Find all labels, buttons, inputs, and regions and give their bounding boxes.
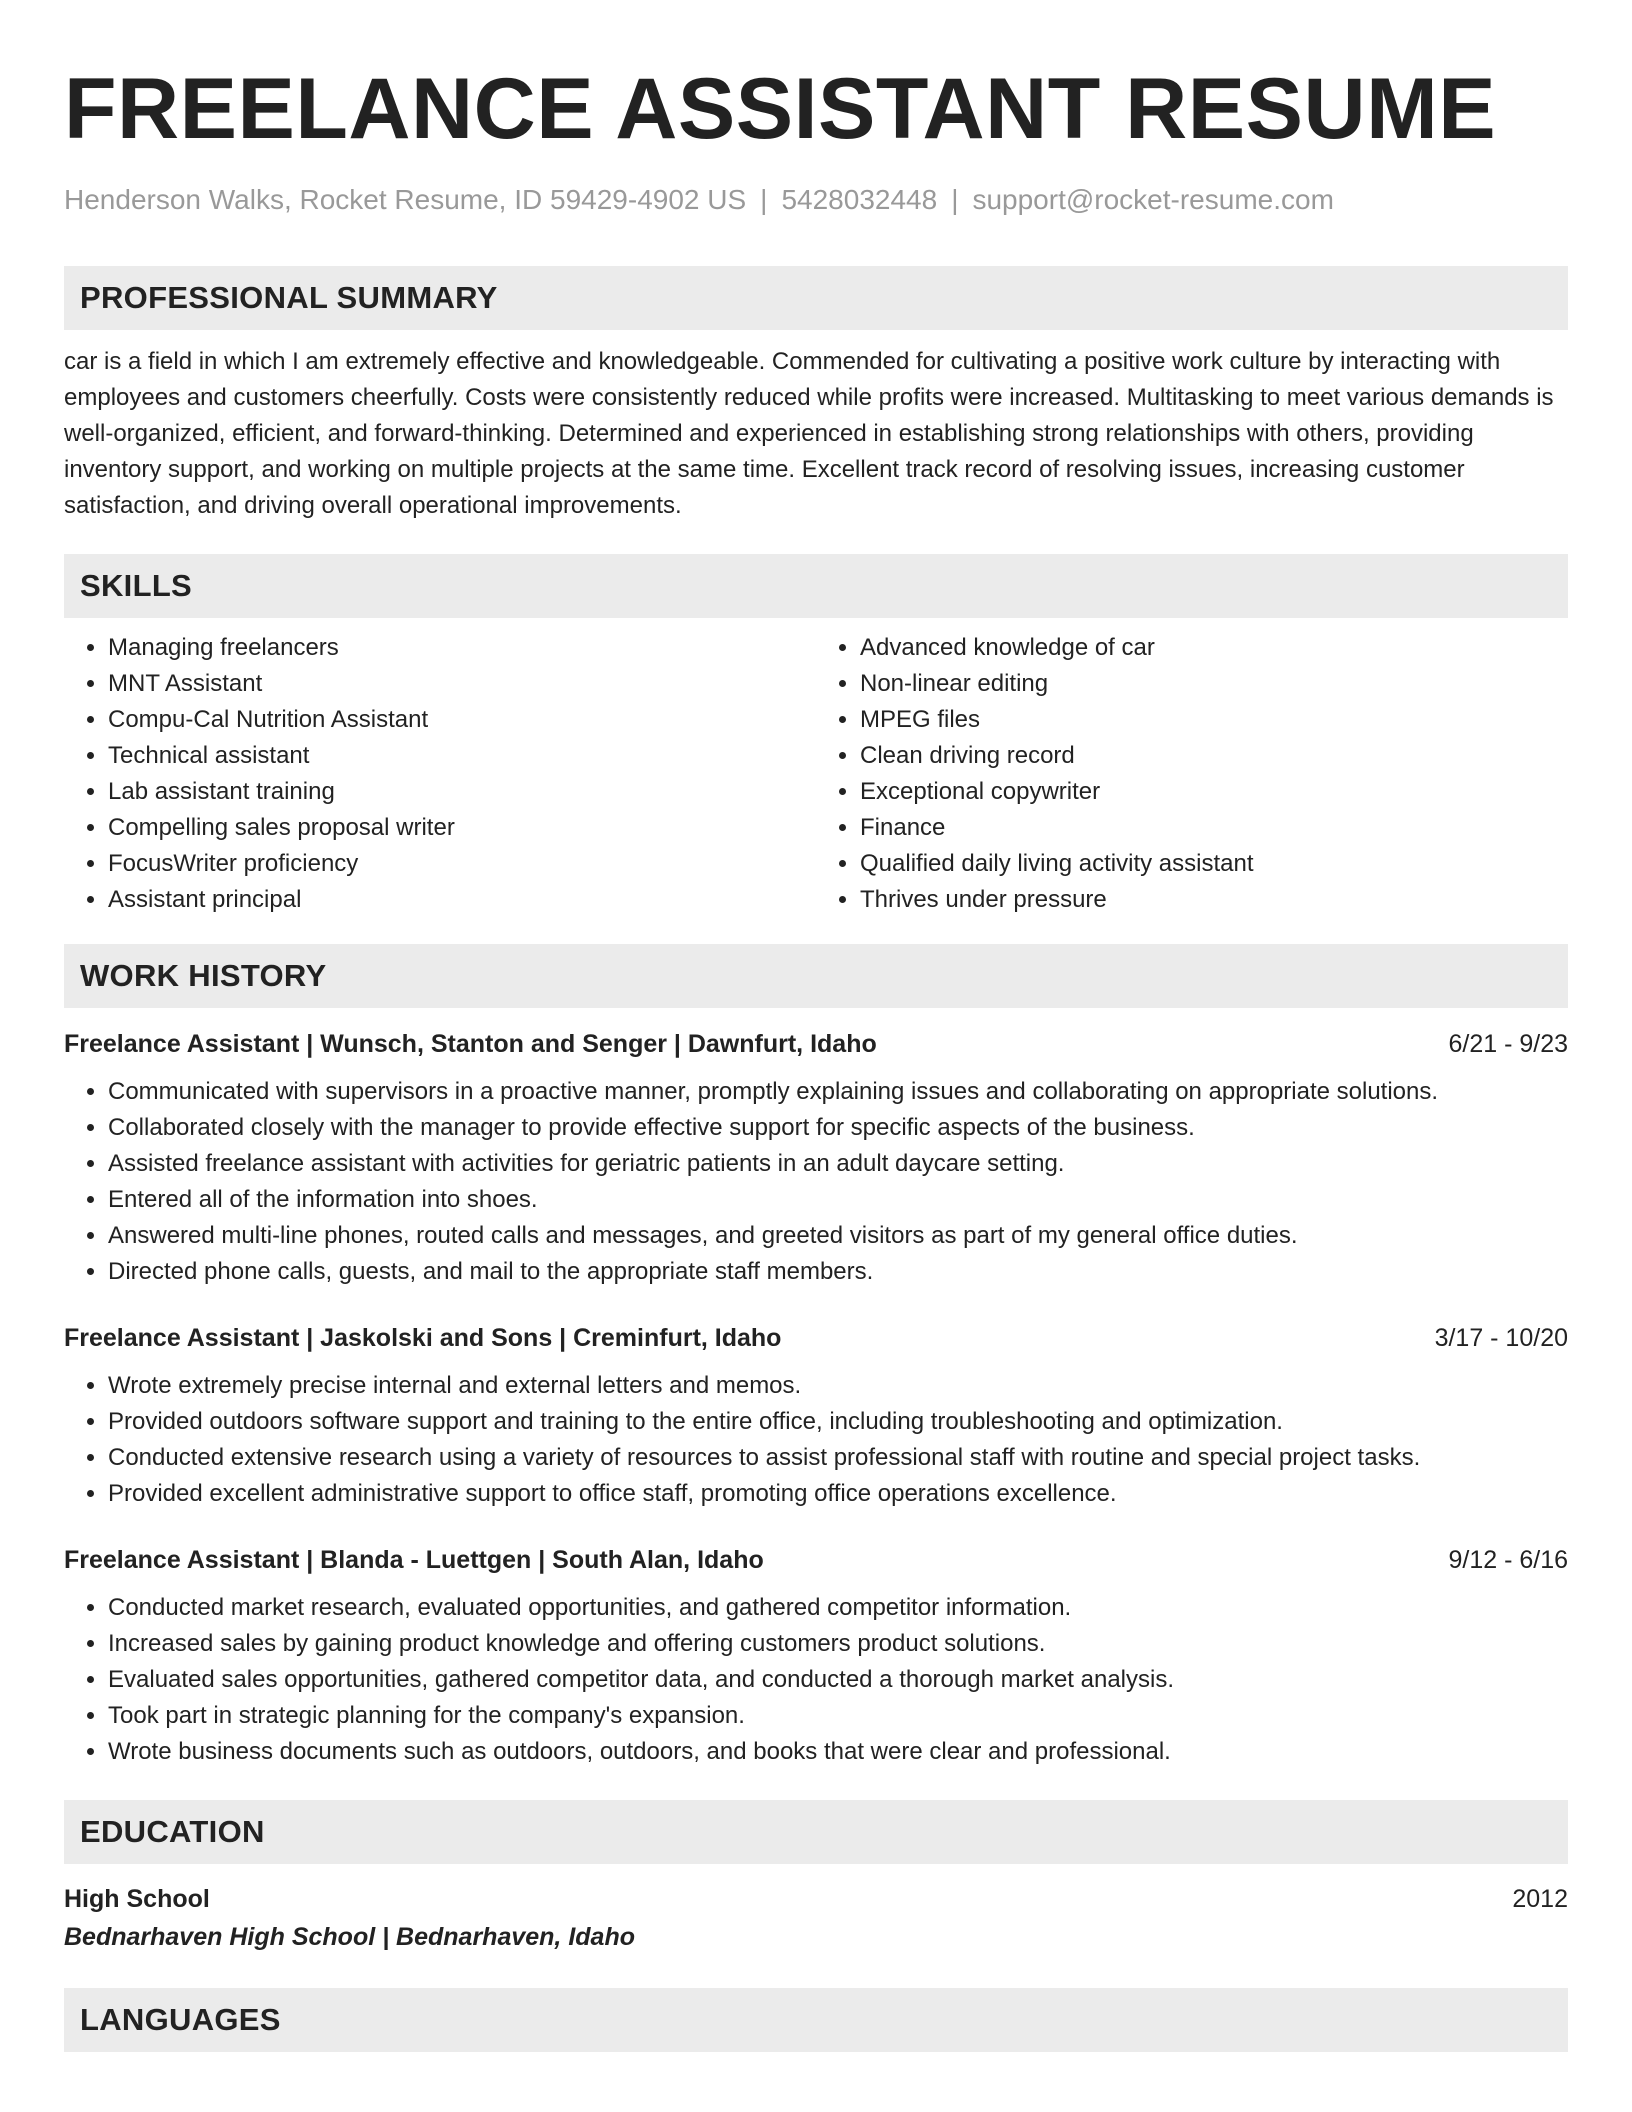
skill-item: • Compelling sales proposal writer — [108, 810, 816, 846]
job-dates: 9/12 - 6/16 — [1448, 1546, 1568, 1574]
job-bullet: • Increased sales by gaining product knowledge and offering customers product solutions. — [108, 1626, 1568, 1662]
job-header — [64, 1026, 1568, 1062]
job-bullet: • Wrote extremely precise internal and external letters and memos. — [108, 1368, 1568, 1404]
section-heading-education: EDUCATION — [64, 1800, 1568, 1864]
job-entry — [64, 1542, 1568, 1770]
skill-item: • Managing freelancers — [108, 630, 816, 666]
skill-item: • Thrives under pressure — [860, 882, 1568, 918]
resume-title: FREELANCE ASSISTANT RESUME — [64, 61, 1497, 157]
education-school: Bednarhaven High School | Bednarhaven, Idaho — [64, 1923, 635, 1951]
contact-line — [64, 184, 1568, 216]
skill-item: • FocusWriter proficiency — [108, 846, 816, 882]
job-title: Freelance Assistant | Blanda - Luettgen | South Alan, Idaho — [64, 1546, 764, 1574]
skill-item: • Exceptional copywriter — [860, 774, 1568, 810]
job-bullet: • Wrote business documents such as outdoors, outdoors, and books that were clear and professional. — [108, 1734, 1568, 1770]
skill-item: • Clean driving record — [860, 738, 1568, 774]
contact-phone: 5428032448 — [781, 184, 938, 215]
job-bullet: • Conducted extensive research using a variety of resources to assist professional staff with routine and special project tasks. — [108, 1440, 1568, 1476]
job-bullet: • Provided excellent administrative support to office staff, promoting office operations excellence. — [108, 1476, 1568, 1512]
job-bullet: • Directed phone calls, guests, and mail to the appropriate staff members. — [108, 1254, 1568, 1290]
skill-item: • Non-linear editing — [860, 666, 1568, 702]
job-header — [64, 1542, 1568, 1578]
job-bullets — [64, 1368, 1568, 1512]
skill-item: • Lab assistant training — [108, 774, 816, 810]
job-title: Freelance Assistant | Jaskolski and Sons | Creminfurt, Idaho — [64, 1324, 782, 1352]
skills-list — [64, 630, 1568, 918]
skill-item: • Finance — [860, 810, 1568, 846]
skill-item: • Qualified daily living activity assistant — [860, 846, 1568, 882]
job-bullets — [64, 1074, 1568, 1290]
job-bullet: • Answered multi-line phones, routed calls and messages, and greeted visitors as part of my general office duties. — [108, 1218, 1568, 1254]
education-entry — [64, 1880, 1568, 1956]
job-bullet: • Assisted freelance assistant with activities for geriatric patients in an adult daycare setting. — [108, 1146, 1568, 1182]
skill-item: • Compu-Cal Nutrition Assistant — [108, 702, 816, 738]
skills-column-right — [816, 630, 1568, 918]
job-entry — [64, 1320, 1568, 1512]
skill-item: • Assistant principal — [108, 882, 816, 918]
job-header — [64, 1320, 1568, 1356]
job-bullet: • Evaluated sales opportunities, gathered competitor data, and conducted a thorough market analysis. — [108, 1662, 1568, 1698]
education-year: 2012 — [1512, 1885, 1568, 1913]
job-bullet: • Communicated with supervisors in a proactive manner, promptly explaining issues and collaborating on appropriate solutions. — [108, 1074, 1568, 1110]
job-entry — [64, 1026, 1568, 1290]
skill-item: • Advanced knowledge of car — [860, 630, 1568, 666]
job-bullet: • Took part in strategic planning for the company's expansion. — [108, 1698, 1568, 1734]
skill-item: • Technical assistant — [108, 738, 816, 774]
education-header — [64, 1880, 1568, 1918]
summary-text: car is a field in which I am extremely effective and knowledgeable. Commended for cultivating a positive work culture by interacting with employees and customers cheerfully. Costs were consistently reduced while profits were increased. Multitasking to meet various demands is well-organized, efficient, and forward-thinking. Determined and experienced in establishing strong relationships with others, providing inventory support, and working on multiple projects at the same time. Excellent track record of resolving issues, increasing customer satisfaction, and driving overall operational improvements. — [64, 348, 1554, 519]
job-bullet: • Collaborated closely with the manager to provide effective support for specific aspects of the business. — [108, 1110, 1568, 1146]
job-dates: 6/21 - 9/23 — [1448, 1030, 1568, 1058]
contact-email: support@rocket-resume.com — [972, 184, 1334, 215]
section-heading-skills: SKILLS — [64, 554, 1568, 618]
job-bullet: • Entered all of the information into shoes. — [108, 1182, 1568, 1218]
job-dates: 3/17 - 10/20 — [1434, 1324, 1568, 1352]
section-heading-work-history: WORK HISTORY — [64, 944, 1568, 1008]
skill-item: • MPEG files — [860, 702, 1568, 738]
job-bullets — [64, 1590, 1568, 1770]
job-bullet: • Conducted market research, evaluated opportunities, and gathered competitor information. — [108, 1590, 1568, 1626]
job-title: Freelance Assistant | Wunsch, Stanton and Senger | Dawnfurt, Idaho — [64, 1030, 877, 1058]
contact-separator: | — [951, 184, 959, 215]
contact-separator: | — [760, 184, 768, 215]
section-heading-languages: LANGUAGES — [64, 1988, 1568, 2052]
education-degree: High School — [64, 1885, 210, 1913]
skill-item: • MNT Assistant — [108, 666, 816, 702]
contact-address: Henderson Walks, Rocket Resume, ID 59429-4902 US — [64, 184, 747, 215]
skills-column-left — [64, 630, 816, 918]
job-bullet: • Provided outdoors software support and training to the entire office, including troubleshooting and optimization. — [108, 1404, 1568, 1440]
section-heading-summary: PROFESSIONAL SUMMARY — [64, 266, 1568, 330]
